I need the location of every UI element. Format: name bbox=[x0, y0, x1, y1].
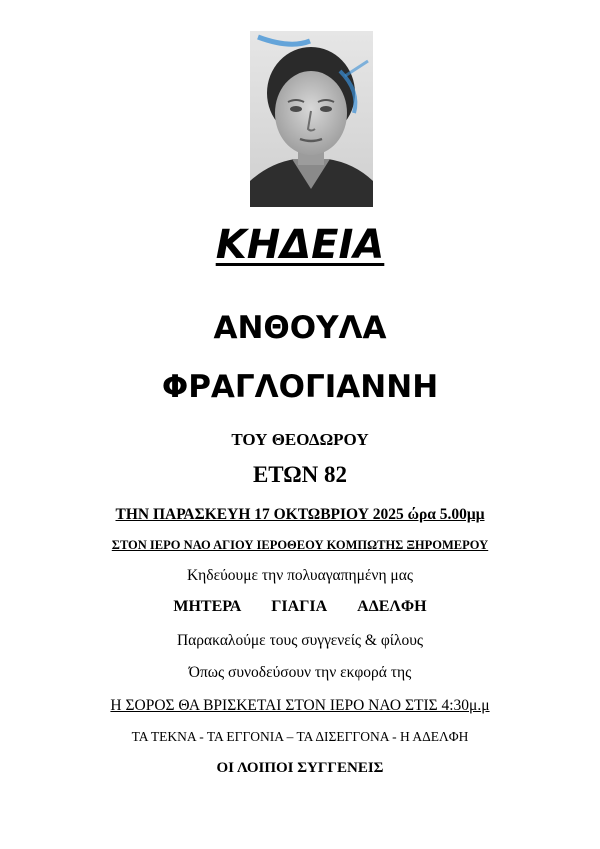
relation-mother: ΜΗΤΕΡΑ bbox=[173, 598, 242, 615]
deceased-first-name: ΑΝΘΟΥΛΑ bbox=[213, 310, 387, 346]
relation-sister: ΑΔΕΛΦΗ bbox=[357, 598, 427, 615]
father-name: ΤΟΥ ΘΕΟΔΩΡΟΥ bbox=[231, 430, 369, 449]
coffin-notice: Η ΣΟΡΟΣ ΘΑ ΒΡΙΣΚΕΤΑΙ ΣΤΟΝ ΙΕΡΟ ΝΑΟ ΣΤΙΣ 4:30μ.μ bbox=[110, 697, 490, 714]
other-relatives: ΟΙ ΛΟΙΠΟΙ ΣΥΓΓΕΝΕΙΣ bbox=[216, 760, 384, 776]
notice-title: ΚΗΔΕΙΑ bbox=[215, 222, 385, 268]
announcement-text: Κηδεύουμε την πολυαγαπημένη μας bbox=[186, 567, 413, 584]
deceased-last-name: ΦΡΑΓΛΟΓΙΑΝΝΗ bbox=[161, 369, 439, 405]
family-members: ΤΑ ΤΕΚΝΑ - ΤΑ ΕΓΓΟΝΙΑ – ΤΑ ΔΙΣΕΓΓΟΝΑ - Η ΑΔΕΛΦΗ bbox=[131, 729, 469, 744]
relations-row bbox=[0, 598, 600, 616]
relation-grandmother: ΓΙΑΓΙΑ bbox=[271, 598, 328, 615]
accompany-text: Όπως συνοδεύσουν την εκφορά της bbox=[188, 664, 412, 681]
portrait-photo bbox=[250, 31, 373, 207]
church-location: ΣΤΟΝ ΙΕΡΟ ΝΑΟ ΑΓΙΟΥ ΙΕΡΟΘΕΟΥ ΚΟΜΠΩΤΗΣ ΞΗΡΟΜΕΡΟΥ bbox=[111, 538, 489, 552]
age: ΕΤΩΝ 82 bbox=[252, 462, 348, 487]
request-text: Παρακαλούμε τους συγγενείς & φίλους bbox=[176, 632, 424, 649]
funeral-date-time: ΤΗΝ ΠΑΡΑΣΚΕΥΗ 17 ΟΚΤΩΒΡΙΟΥ 2025 ώρα 5.00μμ bbox=[115, 506, 485, 523]
portrait-illustration bbox=[250, 31, 373, 207]
